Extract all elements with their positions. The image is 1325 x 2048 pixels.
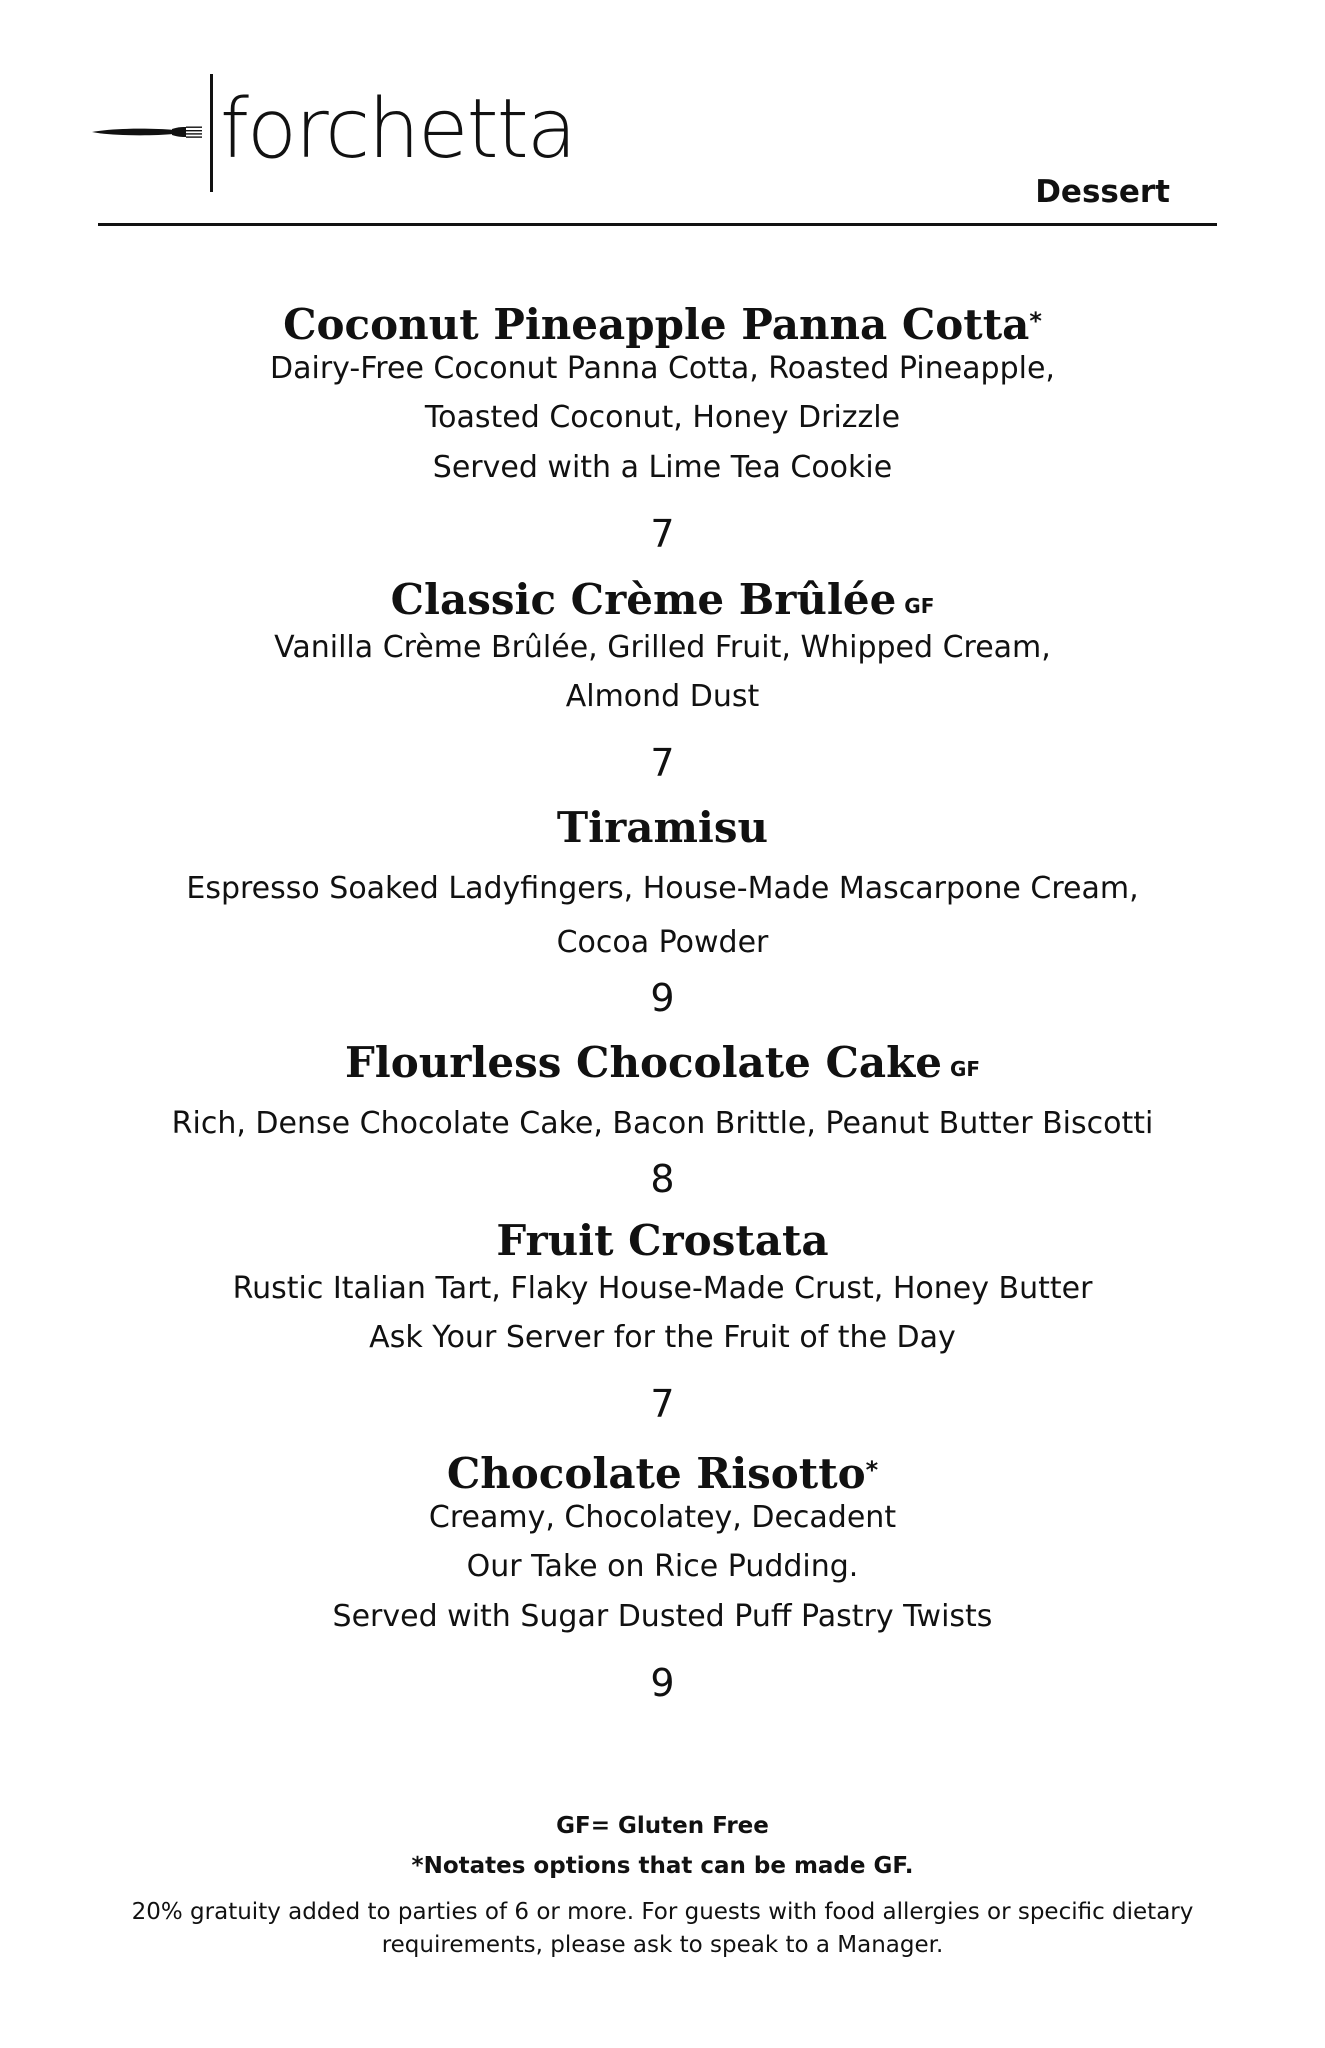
item-description-line: Rich, Dense Chocolate Cake, Bacon Brittle, Peanut Butter Biscotti — [171, 1106, 1154, 1141]
item-title: Flourless Chocolate Cake — [344, 1038, 942, 1087]
item-description-line: Served with a Lime Tea Cookie — [432, 450, 893, 485]
menu-item-tiramisu — [0, 800, 1325, 1026]
menu-item-creme-brulee — [0, 572, 1325, 796]
item-title: Chocolate Risotto — [446, 1449, 866, 1498]
fork-icon — [92, 118, 204, 146]
section-title: Dessert — [1035, 174, 1170, 210]
menu-item-panna-cotta — [0, 293, 1325, 567]
item-title: Coconut Pineapple Panna Cotta — [283, 300, 1030, 349]
menu-item-flourless-cake — [0, 1035, 1325, 1207]
item-description-line: Creamy, Chocolatey, Decadent — [428, 1500, 897, 1535]
item-description-line: Ask Your Server for the Fruit of the Day — [369, 1320, 956, 1355]
item-name — [0, 1035, 1325, 1091]
item-title: Tiramisu — [556, 803, 769, 852]
asterisk-legend: *Notates options that can be made GF. — [411, 1853, 914, 1879]
item-price: 7 — [650, 741, 675, 785]
asterisk-mark: * — [865, 1456, 879, 1484]
gluten-free-tag: GF — [949, 1057, 981, 1081]
item-title: Fruit Crostata — [496, 1216, 829, 1265]
item-description-line: Almond Dust — [565, 679, 760, 714]
item-title: Classic Crème Brûlée — [390, 575, 897, 624]
header-rule — [98, 223, 1217, 226]
asterisk-mark: * — [1029, 307, 1042, 335]
gratuity-allergy-note: 20% gratuity added to parties of 6 or more. For guests with food allergies or specific dietary requirements, please ask to speak to a Manager. — [131, 1899, 1194, 1958]
item-name — [0, 1442, 1325, 1498]
item-price: 8 — [650, 1157, 675, 1201]
menu-item-chocolate-risotto — [0, 1442, 1325, 1716]
menu-footer — [0, 1806, 1325, 1886]
item-description-line: Served with Sugar Dusted Puff Pastry Twists — [332, 1599, 993, 1634]
item-description-line: Cocoa Powder — [556, 925, 769, 960]
menu-item-fruit-crostata — [0, 1213, 1325, 1437]
logo-divider — [210, 74, 213, 192]
menu-header — [0, 0, 1325, 230]
gluten-free-tag: GF — [904, 594, 935, 618]
item-price: 7 — [650, 512, 675, 556]
item-name — [0, 293, 1325, 349]
item-name — [0, 1213, 1325, 1269]
item-description-line: Rustic Italian Tart, Flaky House-Made Crust, Honey Butter — [232, 1271, 1093, 1306]
item-description-line: Toasted Coconut, Honey Drizzle — [424, 400, 901, 435]
item-description-line: Our Take on Rice Pudding. — [466, 1549, 859, 1584]
item-price: 7 — [650, 1382, 675, 1426]
item-price: 9 — [650, 976, 675, 1020]
item-price: 9 — [650, 1661, 675, 1705]
item-description-line: Espresso Soaked Ladyfingers, House-Made Mascarpone Cream, — [186, 871, 1139, 906]
item-description-line: Dairy-Free Coconut Panna Cotta, Roasted Pineapple, — [270, 351, 1055, 386]
brand-logo-text: forchetta — [220, 82, 576, 177]
item-name — [0, 800, 1325, 856]
item-name — [0, 572, 1325, 628]
item-description-line: Vanilla Crème Brûlée, Grilled Fruit, Whipped Cream, — [274, 630, 1051, 665]
gf-legend: GF= Gluten Free — [556, 1813, 769, 1839]
